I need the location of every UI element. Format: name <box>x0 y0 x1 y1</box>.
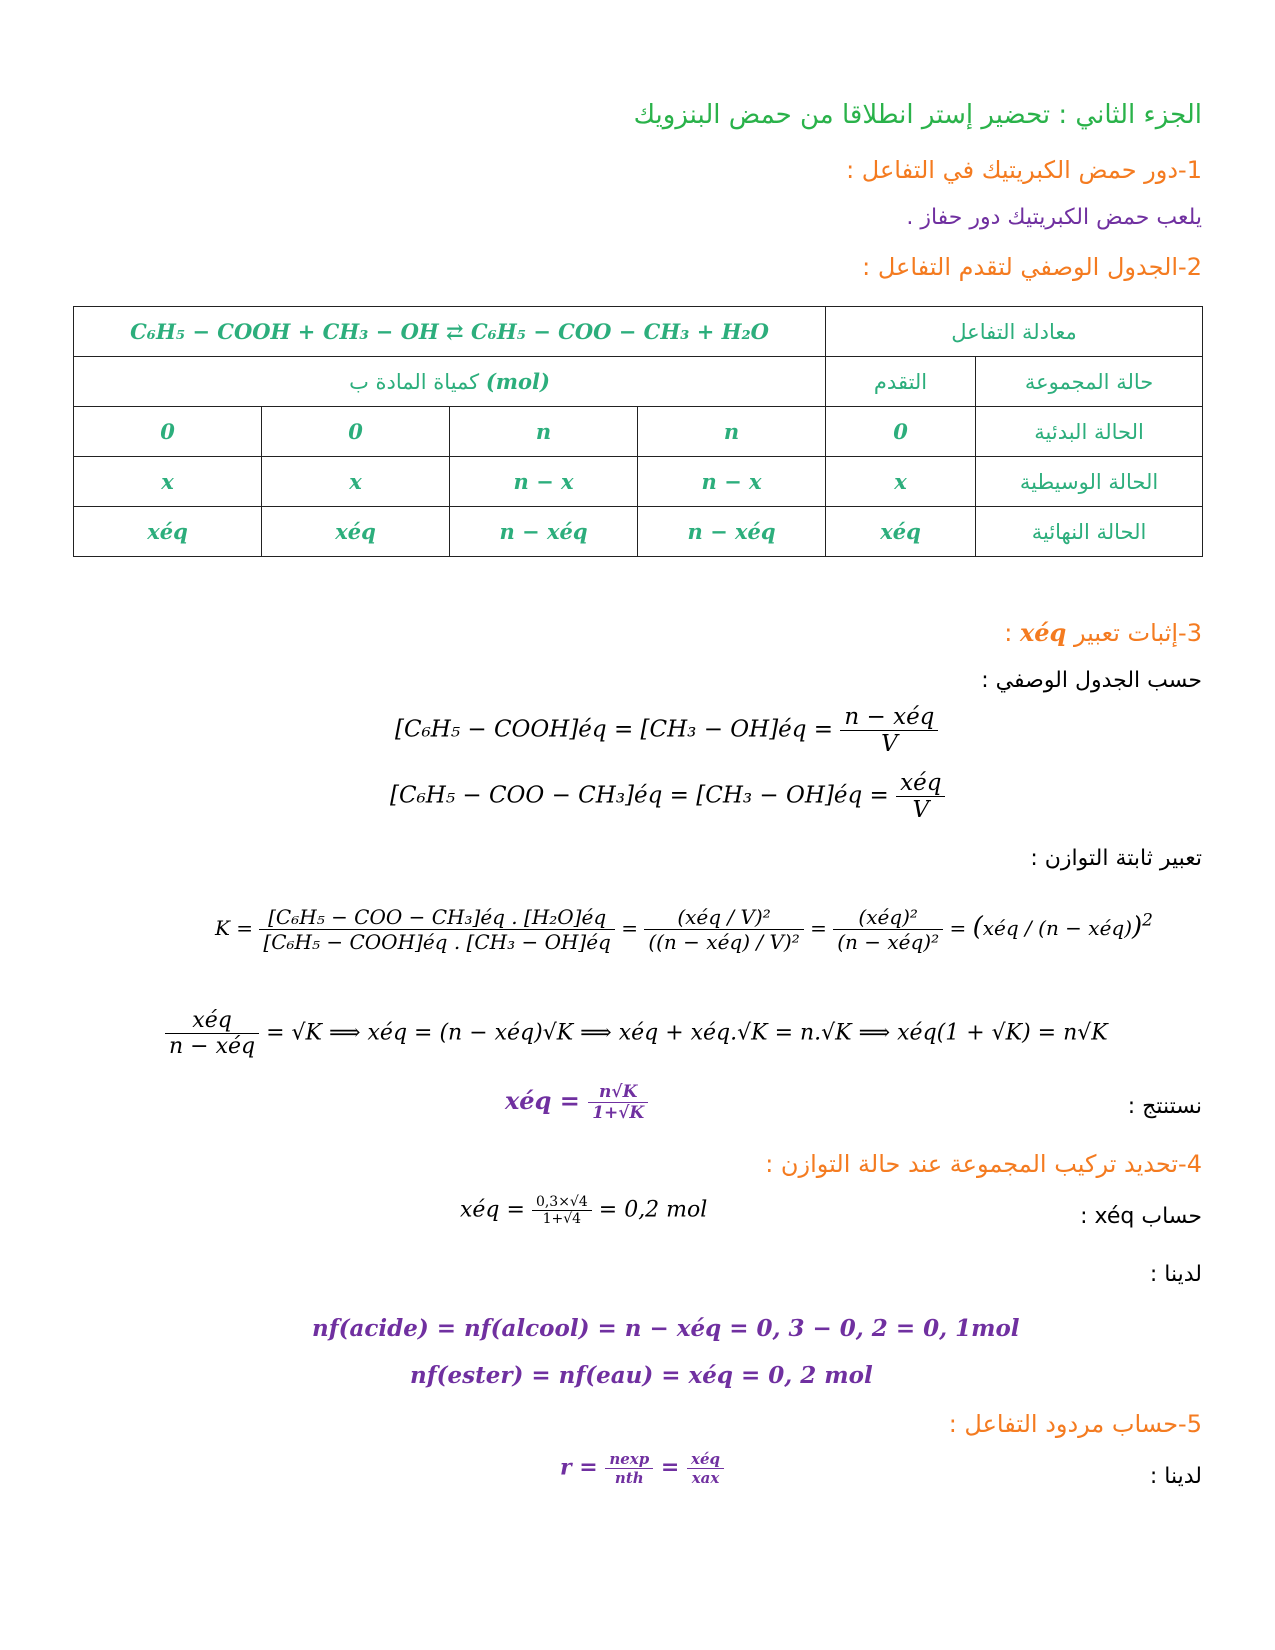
result-fraction <box>588 1082 648 1123</box>
we-have-label-2: لدينا : <box>1149 1464 1202 1489</box>
we-have-label: لدينا : <box>1149 1262 1202 1287</box>
equation-label: معادلة التفاعل <box>826 307 1203 357</box>
calc-den: 1+√4 <box>542 1211 582 1227</box>
eq2-num: xéq <box>896 770 945 797</box>
state-name: الحالة البدئية <box>976 407 1203 457</box>
calc-lhs: xéq = <box>460 1197 525 1223</box>
k-label: تعبير ثابتة التوازن : <box>1030 846 1202 871</box>
eq1-fraction <box>840 704 938 757</box>
table-row <box>74 357 1203 407</box>
k-f4: xéq / (n − xéq) <box>982 916 1133 940</box>
table-cell: 0 <box>826 407 976 457</box>
xeq-calculation <box>460 1194 707 1227</box>
k-fraction-4: (xéq / (n − xéq))$^2$ <box>972 909 1153 942</box>
table-cell: xéq <box>826 507 976 557</box>
table-cell: xéq <box>74 507 262 557</box>
k-f1-den: [C₆H₅ − COOH]éq . [CH₃ − OH]éq <box>263 930 611 954</box>
derive-den: n − xéq <box>169 1034 256 1059</box>
q2-heading: 2-الجدول الوصفي لتقدم التفاعل : <box>862 253 1202 281</box>
r-num2: xéq <box>687 1450 724 1469</box>
k-f2-den: ((n − xéq) / V)² <box>648 930 800 954</box>
table-cell: n − xéq <box>638 507 826 557</box>
result-num: n√K <box>588 1082 648 1103</box>
result-den: 1+√K <box>592 1103 645 1123</box>
calc-fraction <box>532 1194 592 1227</box>
table-cell: 0 <box>262 407 450 457</box>
according-table: حسب الجدول الوصفي : <box>981 668 1202 693</box>
table-cell: n − x <box>638 457 826 507</box>
table-row <box>74 307 1203 357</box>
progress-label: التقدم <box>826 357 976 407</box>
amount-label: كمياة المادة ب <box>349 370 480 394</box>
table-cell: n − x <box>450 457 638 507</box>
eq1-lhs: [C₆H₅ − COOH]éq = [CH₃ − OH]éq = <box>395 716 834 743</box>
r-fraction-1 <box>605 1450 653 1487</box>
table-cell: n − xéq <box>450 507 638 557</box>
r-fraction-2 <box>687 1450 724 1487</box>
k-lhs: K = <box>215 916 254 940</box>
eq2-den: V <box>912 797 930 823</box>
q3-heading-text: 3-إثبات تعبير <box>1073 619 1202 647</box>
k-fraction-1 <box>259 905 614 954</box>
result-lhs: xéq = <box>505 1086 580 1115</box>
table-cell: x <box>826 457 976 507</box>
state-name: الحالة الوسيطية <box>976 457 1203 507</box>
table-row <box>74 407 1203 457</box>
k-f1-num: [C₆H₅ − COO − CH₃]éq . [H₂O]éq <box>259 905 614 930</box>
k-f3-num: (xéq)² <box>833 905 943 930</box>
q3-heading-colon: : <box>1004 619 1013 647</box>
yield-formula: r = $\frac{nexp}{\text{nth}}$ = $\frac{\text{xéq}}{\text{xax}}$ <box>560 1450 724 1487</box>
k-expression: K = $\frac{\text{[C₆H₅ − COO − CH₃]éq . [H₂O]éq}}{\text{[C₆H₅ − COOH]éq . [CH₃ − OH]éq}}$ = $\frac{\text{(xéq / V)²}}{\text{((n − xéq) / V)²}}$ = $\frac{\text{(xéq)²}}{\text{(n − xéq)²}}$ = (xéq / (n − xéq))$^2$ <box>215 905 1153 954</box>
part-title: الجزء الثاني : تحضير إستر انطلاقا من حمض البنزويك <box>633 100 1202 130</box>
eq2-fraction <box>896 770 945 823</box>
xeq-result <box>505 1082 648 1123</box>
concentration-eq-1 <box>395 704 938 757</box>
k-fraction-3 <box>833 905 943 954</box>
r-den2: xax <box>691 1469 720 1487</box>
table-cell: 0 <box>74 407 262 457</box>
derive-fraction <box>165 1008 259 1059</box>
amount-header <box>74 357 826 407</box>
eq1-num: n − xéq <box>840 704 938 731</box>
r-lhs: r = <box>560 1454 598 1481</box>
table-cell: x <box>262 457 450 507</box>
state-label: حالة المجموعة <box>976 357 1203 407</box>
q4-heading: 4-تحديد تركيب المجموعة عند حالة التوازن : <box>765 1150 1202 1178</box>
table-row <box>74 507 1203 557</box>
q1-heading: 1-دور حمض الكبريتيك في التفاعل : <box>846 156 1202 184</box>
reaction-equation: C₆H₅ − COOH + CH₃ − OH ⇄ C₆H₅ − COO − CH₃ + H₂O <box>74 307 826 357</box>
eq1-den: V <box>881 731 898 757</box>
final-amounts-line-1: nf(acide) = nf(alcool) = n − xéq = 0, 3 − 0, 2 = 0, 1mol <box>312 1315 1020 1342</box>
table-cell: n <box>450 407 638 457</box>
progress-table <box>73 306 1203 557</box>
k-f2-num: (xéq / V)² <box>644 905 803 930</box>
table-cell: n <box>638 407 826 457</box>
amount-unit: (mol) <box>485 369 550 394</box>
calc-rhs: = 0,2 mol <box>598 1197 708 1223</box>
k-fraction-2 <box>644 905 803 954</box>
derive-num: xéq <box>165 1008 259 1034</box>
table-cell: x <box>74 457 262 507</box>
calc-num: 0,3×√4 <box>532 1194 592 1211</box>
r-num1: nexp <box>605 1450 653 1469</box>
table-cell: xéq <box>262 507 450 557</box>
concentration-eq-2 <box>390 770 945 823</box>
conclude-label: نستنتج : <box>1127 1094 1202 1119</box>
derive-rest: = √K ⟹ xéq = (n − xéq)√K ⟹ xéq + xéq.√K = n.√K ⟹ xéq(1 + √K) = n√K <box>266 1020 1108 1046</box>
table-row <box>74 457 1203 507</box>
q3-heading-var: xéq <box>1019 618 1067 647</box>
k-f4-pow: 2 <box>1142 909 1153 930</box>
state-name: الحالة النهائية <box>976 507 1203 557</box>
eq2-lhs: [C₆H₅ − COO − CH₃]éq = [CH₃ − OH]éq = <box>390 782 889 809</box>
q5-heading: 5-حساب مردود التفاعل : <box>948 1410 1202 1438</box>
q3-heading <box>73 618 1202 647</box>
q1-answer: يلعب حمض الكبريتيك دور حفاز . <box>906 205 1202 230</box>
final-amounts-line-2: nf(ester) = nf(eau) = xéq = 0, 2 mol <box>410 1362 873 1389</box>
k-f3-den: (n − xéq)² <box>837 930 940 954</box>
calc-label: حساب xéq : <box>1080 1204 1202 1229</box>
xeq-derivation <box>165 1008 1108 1059</box>
r-den1: nth <box>614 1469 644 1487</box>
